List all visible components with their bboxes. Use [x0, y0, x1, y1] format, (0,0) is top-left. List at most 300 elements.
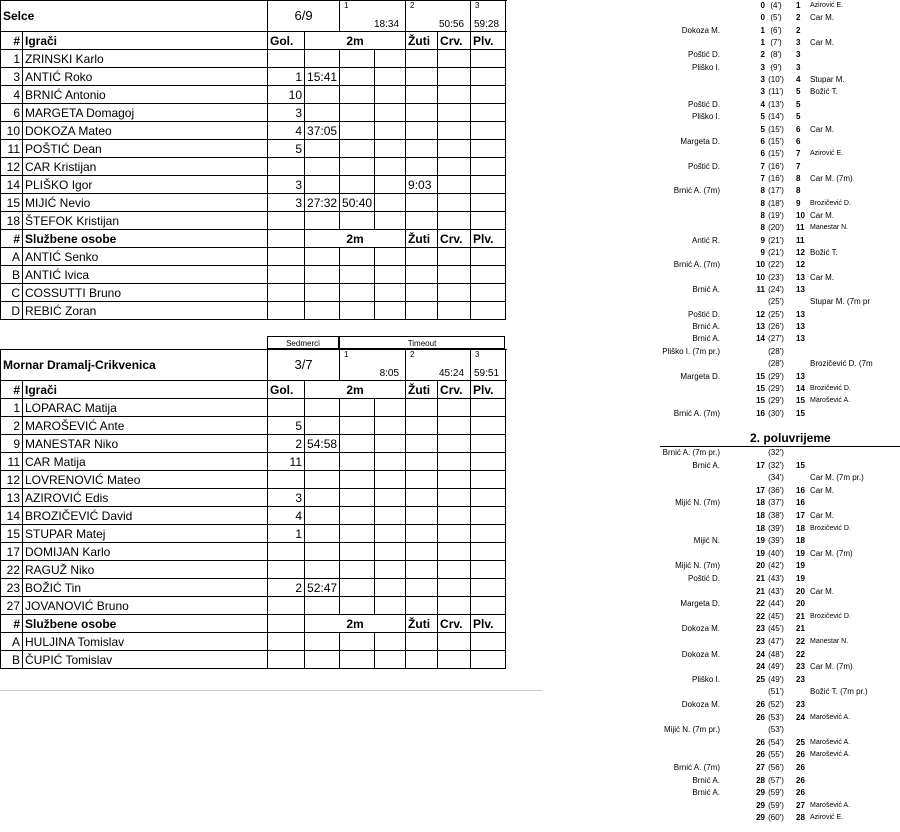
- player-name: LOVRENOVIĆ Mateo: [23, 471, 268, 489]
- event-minute: (26'): [768, 322, 784, 332]
- red-card: [438, 525, 471, 543]
- event-minute: (29'): [768, 383, 784, 393]
- home-score: 10: [756, 272, 765, 282]
- home-score: 7: [760, 173, 765, 183]
- suspension-3: [375, 140, 406, 158]
- event-minute: (15'): [768, 136, 784, 146]
- away-score: 26: [796, 775, 805, 785]
- col-num: #: [1, 381, 23, 399]
- player-goals: [268, 50, 305, 68]
- event-row: [660, 111, 900, 123]
- red-card: [438, 140, 471, 158]
- event-row: [660, 560, 900, 572]
- home-scorer: Poštić D.: [687, 99, 720, 109]
- event-minute: (38'): [768, 511, 784, 520]
- player-number: 22: [1, 561, 23, 579]
- col-yellow: Žuti: [406, 615, 438, 633]
- official-letter: A: [1, 248, 23, 266]
- event-row: [660, 0, 900, 12]
- player-name: CAR Kristijan: [23, 158, 268, 176]
- away-score: 23: [796, 700, 805, 709]
- empty-cell: [438, 651, 471, 669]
- blue-card: [471, 489, 506, 507]
- official-name: REBIĆ Zoran: [23, 302, 268, 320]
- event-row: [660, 548, 900, 560]
- yellow-card: [406, 435, 438, 453]
- home-score: 4: [760, 99, 765, 109]
- blue-card: [471, 561, 506, 579]
- red-card: [438, 507, 471, 525]
- home-score: 18: [756, 523, 765, 533]
- suspension-2: [340, 525, 375, 543]
- suspension-3: [375, 435, 406, 453]
- suspension-2: [340, 453, 375, 471]
- away-score: 7: [796, 161, 801, 171]
- suspension-2: [340, 489, 375, 507]
- suspension-1: [305, 176, 340, 194]
- blue-card: [471, 543, 506, 561]
- yellow-card: [406, 68, 438, 86]
- empty-cell: [340, 284, 375, 302]
- suspension-3: [375, 543, 406, 561]
- suspension-2: [340, 399, 375, 417]
- suspension-3: [375, 68, 406, 86]
- suspension-3: [375, 194, 406, 212]
- player-row: [1, 543, 506, 561]
- event-minute: (56'): [768, 763, 784, 772]
- red-card: [438, 543, 471, 561]
- empty-cell: [471, 302, 506, 320]
- event-row: [660, 812, 900, 824]
- away-score: 13: [796, 309, 805, 319]
- home-scorer: Poštić D.: [687, 50, 720, 60]
- home-score: 3: [760, 87, 765, 97]
- home-scorer: Poštić D.: [687, 309, 720, 319]
- player-number: 11: [1, 453, 23, 471]
- player-row: [1, 435, 506, 453]
- suspension-2: [340, 104, 375, 122]
- empty-cell: [305, 284, 340, 302]
- player-name: STUPAR Matej: [23, 525, 268, 543]
- empty-cell: [406, 633, 438, 651]
- home-scorer: Mijić N. (7m pr.): [664, 725, 720, 735]
- blue-card: [471, 579, 506, 597]
- event-minute: (8'): [770, 50, 782, 60]
- event-minute: (43'): [768, 586, 784, 596]
- empty-cell: [305, 302, 340, 320]
- away-score: 12: [796, 260, 805, 270]
- timeout-3: [471, 350, 506, 381]
- player-number: 15: [1, 194, 23, 212]
- event-log: [660, 0, 900, 832]
- player-number: 3: [1, 68, 23, 86]
- event-minute: (54'): [768, 737, 784, 747]
- yellow-card: [406, 525, 438, 543]
- red-card: [438, 579, 471, 597]
- player-row: [1, 453, 506, 471]
- empty-cell: [471, 248, 506, 266]
- player-row: [1, 212, 506, 230]
- event-minute: (21'): [768, 235, 784, 245]
- yellow-card: [406, 507, 438, 525]
- event-minute: (39'): [768, 523, 784, 533]
- away-scorer: Car M.: [810, 38, 834, 48]
- suspension-1: [305, 471, 340, 489]
- away-scorer: Car M.: [810, 13, 834, 23]
- event-row: [660, 510, 900, 522]
- blue-card: [471, 176, 506, 194]
- home-score: 0: [760, 1, 765, 10]
- suspension-3: [375, 104, 406, 122]
- empty-cell: [268, 651, 305, 669]
- event-minute: (21'): [768, 248, 784, 257]
- home-score: 17: [756, 485, 765, 495]
- event-row: [660, 222, 900, 234]
- home-scorer: Brnić A. (7m): [673, 408, 720, 418]
- home-scorer: Margeta D.: [680, 599, 720, 609]
- event-row: [660, 272, 900, 284]
- player-goals: 2: [268, 579, 305, 597]
- suspension-2: [340, 176, 375, 194]
- home-scorer: Brnić A. (7m): [673, 763, 720, 772]
- event-minute: (59'): [768, 800, 784, 810]
- col-2m: 2m: [305, 615, 406, 633]
- suspension-1: [305, 561, 340, 579]
- home-score: 19: [756, 548, 765, 558]
- event-minute: (4'): [770, 1, 782, 10]
- col-2m: 2m: [305, 32, 406, 50]
- event-row: [660, 309, 900, 321]
- home-score: 20: [756, 561, 765, 571]
- event-minute: (13'): [768, 99, 784, 109]
- yellow-card: [406, 104, 438, 122]
- event-row: [660, 724, 900, 736]
- player-name: JOVANOVIĆ Bruno: [23, 597, 268, 615]
- home-score: 5: [760, 112, 765, 122]
- event-row: [660, 49, 900, 61]
- event-minute: (43'): [768, 574, 784, 583]
- away-score: 26: [796, 788, 805, 798]
- suspension-1: 54:58: [305, 435, 340, 453]
- event-minute: (34'): [768, 473, 784, 483]
- home-scorer: Pliško I.: [691, 674, 720, 684]
- col-red: Crv.: [438, 230, 471, 248]
- suspension-1: [305, 489, 340, 507]
- empty-cell: [406, 266, 438, 284]
- sevens-label: Sedmerci: [267, 336, 339, 349]
- empty-cell: [375, 248, 406, 266]
- timeout-label: Timeout: [339, 336, 505, 349]
- suspension-2: [340, 507, 375, 525]
- event-minute: (53'): [768, 712, 784, 722]
- home-scorer: Brnić A. (7m pr.): [662, 448, 720, 457]
- event-row: [660, 37, 900, 49]
- home-score: 15: [756, 371, 765, 381]
- suspension-3: [375, 525, 406, 543]
- away-scorer: Car M.: [810, 210, 834, 220]
- home-score: 25: [756, 674, 765, 684]
- event-row: [660, 586, 900, 598]
- suspension-1: 15:41: [305, 68, 340, 86]
- event-minute: (28'): [768, 359, 784, 369]
- suspension-3: [375, 579, 406, 597]
- suspension-1: [305, 525, 340, 543]
- away-score: 9: [796, 198, 801, 208]
- player-number: 18: [1, 212, 23, 230]
- red-card: [438, 194, 471, 212]
- player-number: 12: [1, 158, 23, 176]
- player-name: MIJIĆ Nevio: [23, 194, 268, 212]
- event-row: [660, 800, 900, 812]
- player-number: 15: [1, 525, 23, 543]
- away-scorer: Božić T. (7m pr.): [810, 687, 868, 697]
- away-score: 17: [796, 511, 805, 520]
- event-minute: (52'): [768, 700, 784, 709]
- away-scorer: Car M.: [810, 272, 834, 282]
- suspension-2: [340, 543, 375, 561]
- player-goals: 3: [268, 489, 305, 507]
- event-row: [660, 573, 900, 585]
- event-row: [660, 472, 900, 484]
- away-score: 11: [796, 235, 805, 245]
- empty-cell: [375, 651, 406, 669]
- player-row: [1, 50, 506, 68]
- away-scorer: Car M. (7m): [810, 548, 853, 558]
- official-letter: B: [1, 266, 23, 284]
- suspension-1: 52:47: [305, 579, 340, 597]
- event-minute: (60'): [768, 813, 784, 823]
- home-score: 16: [756, 408, 765, 418]
- home-score: 6: [760, 136, 765, 146]
- red-card: [438, 176, 471, 194]
- player-goals: 4: [268, 122, 305, 140]
- away-score: 20: [796, 599, 805, 609]
- home-scorer: Brnić A.: [692, 334, 720, 344]
- home-score: 18: [756, 498, 765, 508]
- empty-cell: [438, 302, 471, 320]
- blue-card: [471, 471, 506, 489]
- event-row: [660, 358, 900, 370]
- empty-cell: [438, 284, 471, 302]
- player-number: 10: [1, 122, 23, 140]
- event-minute: (37'): [768, 498, 784, 508]
- away-score: 8: [796, 186, 801, 196]
- yellow-card: [406, 158, 438, 176]
- empty-cell: [340, 651, 375, 669]
- yellow-card: [406, 453, 438, 471]
- event-row: [660, 346, 900, 358]
- blue-card: [471, 86, 506, 104]
- official-letter: B: [1, 651, 23, 669]
- suspension-1: [305, 543, 340, 561]
- event-row: [660, 523, 900, 535]
- event-row: [660, 699, 900, 711]
- home-score: 1: [760, 25, 765, 35]
- player-goals: [268, 471, 305, 489]
- home-score: 6: [760, 149, 765, 159]
- home-score: 7: [760, 161, 765, 171]
- suspension-3: [375, 50, 406, 68]
- event-row: [660, 259, 900, 271]
- event-minute: (23'): [768, 272, 784, 282]
- red-card: [438, 86, 471, 104]
- empty-cell: [406, 248, 438, 266]
- player-row: [1, 489, 506, 507]
- suspension-3: [375, 212, 406, 230]
- home-score: 23: [756, 624, 765, 634]
- player-name: ŠTEFOK Kristijan: [23, 212, 268, 230]
- suspension-2: [340, 212, 375, 230]
- blue-card: [471, 507, 506, 525]
- away-score: 19: [796, 561, 805, 571]
- event-row: [660, 161, 900, 173]
- official-name: COSSUTTI Bruno: [23, 284, 268, 302]
- event-row: [660, 623, 900, 635]
- event-minute: (45'): [768, 611, 784, 621]
- empty-cell: [375, 302, 406, 320]
- player-goals: [268, 543, 305, 561]
- col-officials: Službene osobe: [23, 230, 268, 248]
- home-score: 12: [756, 309, 765, 319]
- event-minute: (45'): [768, 624, 784, 634]
- suspension-3: [375, 176, 406, 194]
- event-minute: (25'): [768, 309, 784, 319]
- player-row: [1, 417, 506, 435]
- player-row: [1, 194, 506, 212]
- home-score: 26: [756, 737, 765, 747]
- away-score: 13: [796, 285, 805, 295]
- away-scorer: Stupar M.: [810, 75, 845, 85]
- away-score: 11: [796, 223, 805, 233]
- away-score: 2: [796, 25, 801, 35]
- event-minute: (18'): [768, 198, 784, 208]
- away-score: 15: [796, 396, 805, 406]
- event-minute: (48'): [768, 649, 784, 659]
- suspension-3: [375, 561, 406, 579]
- away-score: 13: [796, 334, 805, 344]
- yellow-card: [406, 194, 438, 212]
- away-scorer: Car M.: [810, 586, 834, 596]
- col-num: #: [1, 32, 23, 50]
- event-row: [660, 284, 900, 296]
- away-score: 3: [796, 38, 801, 48]
- away-score: 12: [796, 248, 805, 257]
- player-name: PLIŠKO Igor: [23, 176, 268, 194]
- suspension-1: 27:32: [305, 194, 340, 212]
- official-name: ČUPIĆ Tomislav: [23, 651, 268, 669]
- player-row: [1, 68, 506, 86]
- away-scorer: Car M. (7m pr.): [810, 473, 864, 483]
- empty-cell: [305, 651, 340, 669]
- home-scorer: Pliško I. (7m pr.): [662, 346, 720, 356]
- away-score: 21: [796, 624, 805, 634]
- timeout-index: 1: [344, 1, 349, 10]
- event-row: [660, 636, 900, 648]
- away-score: 27: [796, 800, 805, 810]
- blue-card: [471, 525, 506, 543]
- event-row: [660, 86, 900, 98]
- event-row: [660, 598, 900, 610]
- event-minute: (22'): [768, 260, 784, 270]
- official-letter: D: [1, 302, 23, 320]
- event-minute: (55'): [768, 750, 784, 760]
- home-scorer: Poštić D.: [687, 574, 720, 583]
- home-score: 24: [756, 662, 765, 672]
- suspension-2: [340, 68, 375, 86]
- timeout-time: 59:51: [474, 368, 500, 379]
- home-scorer: Antić R.: [691, 235, 720, 245]
- away-score: 13: [796, 322, 805, 332]
- player-goals: [268, 399, 305, 417]
- event-minute: (20'): [768, 223, 784, 233]
- event-minute: (59'): [768, 788, 784, 798]
- official-name: ANTIĆ Ivica: [23, 266, 268, 284]
- col-num: #: [1, 615, 23, 633]
- red-card: [438, 68, 471, 86]
- player-goals: 3: [268, 194, 305, 212]
- player-name: ZRINSKI Karlo: [23, 50, 268, 68]
- event-row: [660, 661, 900, 673]
- away-scorer: Car M.: [810, 511, 834, 520]
- timeout-index: 2: [410, 1, 415, 10]
- home-score: 9: [760, 235, 765, 245]
- home-score: 18: [756, 511, 765, 520]
- home-scorer: Brnić A.: [692, 460, 720, 470]
- empty-cell: [268, 248, 305, 266]
- away-score: 26: [796, 750, 805, 760]
- player-goals: [268, 561, 305, 579]
- home-score: 2: [760, 50, 765, 60]
- suspension-1: [305, 140, 340, 158]
- away-score: 18: [796, 523, 805, 533]
- player-goals: 5: [268, 140, 305, 158]
- col-players: Igrači: [23, 32, 268, 50]
- home-scorer: Pliško I.: [691, 112, 720, 122]
- red-card: [438, 212, 471, 230]
- player-number: 14: [1, 176, 23, 194]
- event-minute: (25'): [768, 297, 784, 307]
- player-number: 13: [1, 489, 23, 507]
- red-card: [438, 122, 471, 140]
- home-score: 15: [756, 383, 765, 393]
- event-row: [660, 247, 900, 259]
- event-row: [660, 775, 900, 787]
- event-row: [660, 497, 900, 509]
- home-score: 5: [760, 124, 765, 134]
- away-score: 16: [796, 485, 805, 495]
- player-name: ANTIĆ Roko: [23, 68, 268, 86]
- event-row: [660, 447, 900, 459]
- timeout-index: 3: [475, 1, 480, 10]
- player-row: [1, 122, 506, 140]
- blue-card: [471, 597, 506, 615]
- player-name: BOŽIĆ Tin: [23, 579, 268, 597]
- player-goals: [268, 212, 305, 230]
- event-row: [660, 124, 900, 136]
- player-name: RAGUŽ Niko: [23, 561, 268, 579]
- away-score: 5: [796, 99, 801, 109]
- event-row: [660, 749, 900, 761]
- red-card: [438, 435, 471, 453]
- away-score: 23: [796, 674, 805, 684]
- player-row: [1, 399, 506, 417]
- away-scorer: Brozičević D.: [810, 524, 851, 532]
- away-scorer: Brozičević D.: [810, 384, 851, 392]
- timeout-index: 2: [410, 350, 415, 359]
- player-number: 4: [1, 86, 23, 104]
- away-scorer: Marošević A.: [810, 713, 851, 721]
- player-goals: 2: [268, 435, 305, 453]
